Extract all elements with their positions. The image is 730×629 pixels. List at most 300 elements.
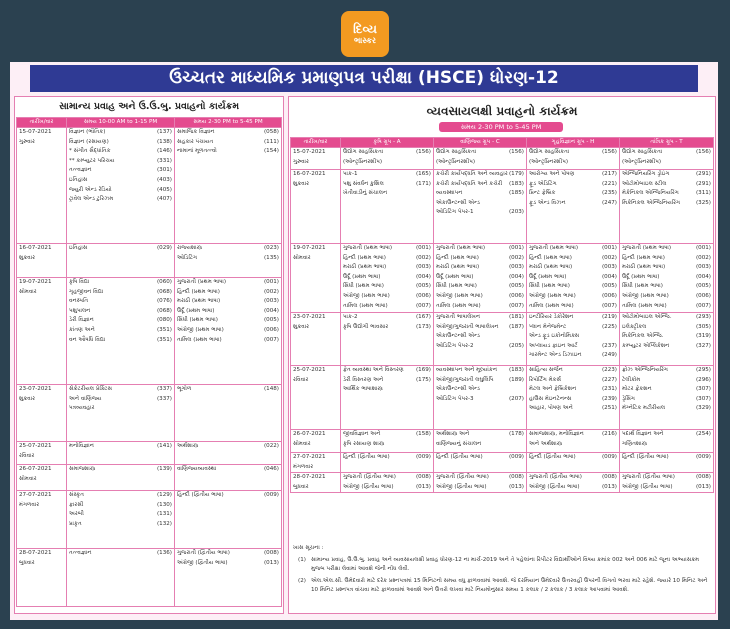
subject-code: (005) [601,283,617,290]
subject-cell [620,366,714,430]
subject-name: પાક-1 [343,171,358,177]
subject-item [343,292,431,302]
subject-code: (225) [601,323,617,330]
subject-code: (183) [508,367,524,373]
subject-code: (319) [695,333,711,340]
subject-name: ખેતીવાડીનું સંચાલન [343,190,388,197]
subject-name: * સંગીત સૈદ્ધાંતિક [69,148,111,155]
exam-day: ગુરુવાર [293,158,309,165]
subject-item [436,208,524,218]
subject-name: અરબી [69,511,84,518]
subject-item [177,147,279,157]
subject-cell [527,473,620,493]
subject-cell [434,244,527,313]
subject-item [343,313,431,323]
subject-item [343,263,431,273]
subject-item [343,282,431,292]
subject-code: (173) [415,323,431,330]
subject-name: સમાજશાસ્ત્ર, મનોવિજ્ઞાન [529,431,584,437]
subject-item [529,292,617,302]
subject-cell [341,473,434,493]
subject-name: અર્થશાસ્ત્ર [177,443,199,449]
subject-item [69,510,172,520]
exam-day: ગુરુવાર [19,138,35,145]
subject-name: મરાઠી (પ્રથમ ભાષા) [529,264,573,271]
subject-code: (235) [601,190,617,197]
subject-code: (004) [601,273,617,280]
subject-code: (009) [263,492,279,498]
subject-name: પ્રાકૃત [69,520,82,527]
subject-item [622,244,711,254]
subject-item [69,549,172,559]
general-stream-panel [14,96,284,614]
subject-code: (351) [156,336,172,343]
subject-name: ઓડિટિંગ પેપર-3 [436,395,474,402]
subject-item [622,292,711,302]
subject-item [69,336,172,346]
subject-name: હિન્દી (પ્રથમ ભાષા) [529,254,572,261]
subject-name: ગુજરાતી (દ્વિતીય ભાષા) [529,474,582,481]
subject-item [177,559,279,569]
subject-item [177,385,279,395]
subject-name: ગુજરાતી (દ્વિતીય ભાષા) [436,474,489,481]
subject-code: (329) [695,405,711,412]
subject-cell [434,473,527,493]
note-text: સામાન્ય પ્રવાહ, ઉ.ઉ.બુ. પ્રવાહ અને વ્યવસાયલક્ષી પ્રવાહ ધોરણ-12 ના માર્ચ-2019 અને તે પહેલાંના રિપીટર વિદ્યાર્થીઓને વિષય ક્રમાંક 002 અને 006 માટે જૂના અભ્યાસક્રમ મુજબ પરીક્ષા લેવામાં આવશે જેની નોંધ લેવી. [311,557,700,572]
subject-code: (331) [156,157,172,164]
subject-code: (301) [156,167,172,174]
subject-name: ભૂગોળ [177,386,192,392]
subject-cell [527,244,620,313]
subject-cell [67,491,175,549]
subject-name: મેટલ અને ફેબ્રિકેશન [529,386,577,393]
subject-name: ગુજરાતી (પ્રથમ ભાષા) [177,279,227,285]
date-cell [17,549,67,607]
subject-item [622,323,711,333]
subject-name: ટેલીકોમ [622,376,641,383]
subject-code: (068) [156,288,172,295]
subject-name: ઓટોમોબાઇલ એન્જિ. [622,314,672,320]
subject-name: તામિલ (પ્રથમ ભાષા) [177,336,222,343]
subject-item [343,180,431,190]
subject-name: પશુ સંવર્ધન કુશિલ [343,180,384,187]
subject-item [529,483,617,493]
subject-name: એન્ડ ફૂડ ઇકોનોમિક્સ [529,333,580,340]
subject-name: પદાર્થ વિજ્ઞાન અને [622,431,664,437]
subject-name: ફેત વ્યવસ્થા અને વિસ્તરણ [343,367,404,373]
subject-name: ડ્રેસિંગ [622,395,635,402]
subject-code: (013) [695,483,711,490]
subject-item [622,376,711,386]
subject-name: પાક-2 [343,314,358,320]
subject-code: (295) [695,367,711,373]
exam-day: સોમવાર [293,440,311,447]
subject-item [622,170,711,180]
subject-code: (216) [601,431,617,437]
subject-item [529,244,617,254]
subject-cell [527,430,620,453]
subject-code: (407) [156,196,172,203]
subject-name: એકાઉન્ટન્સી એન્ડ [436,333,480,340]
subject-item [69,244,172,254]
date-cell [291,366,341,430]
subject-item [436,292,524,302]
table-row [291,473,714,493]
subject-name: તામિલ (પ્રથમ ભાષા) [343,302,388,309]
table-row [17,442,282,465]
subject-item [529,199,617,209]
subject-name: કાંતણ અને [69,326,95,333]
subject-name: પત્રવ્યવહાર [69,405,95,412]
subject-item [436,244,524,254]
subject-name: અંગ્રેજી (પ્રથમ ભાષા) [436,292,483,299]
subject-item [436,180,524,190]
subject-name: સિંધી (પ્રથમ ભાષા) [436,283,477,290]
table-row [291,148,714,170]
date-cell [291,430,341,453]
subject-item [343,430,431,440]
subject-cell [620,453,714,473]
subject-item [436,395,524,405]
subject-item [69,128,172,138]
subject-name: અંગ્રેજી (દ્વિતીય ભાષા) [177,559,228,566]
subject-item [622,473,711,483]
subject-code: (137) [156,129,172,135]
subject-name: ઉર્દૂ (પ્રથમ ભાષા) [343,273,381,280]
subject-cell [341,170,434,244]
subject-cell [175,128,282,244]
subject-item [622,282,711,292]
subject-code: (009) [695,454,711,460]
subject-cell [67,385,175,442]
subject-cell [434,430,527,453]
subject-name: કમ્પ્યુટર એપ્લિકેશન [622,342,670,349]
subject-code: (296) [695,376,711,383]
subject-name: ગુજરાતી (દ્વિતીય ભાષા) [343,474,396,481]
subject-item [529,158,617,168]
date-cell [291,244,341,313]
subject-item [343,244,431,254]
subject-code: (001) [263,279,279,285]
subject-item [436,254,524,264]
exam-day: શુક્રવાર [19,254,36,261]
subject-name: ગુજરાતી ભાષાલેખન [436,314,481,320]
brand-logo [341,11,389,57]
date-cell [291,453,341,473]
subject-name: અંગ્રેજી/ગુજરાતી ભાષાલેખન [436,323,499,330]
subject-name: વાણિજ્યવ્યવસ્થા [177,466,217,472]
subject-item [436,440,524,450]
subject-item [343,366,431,376]
column-header: તાંત્રિક ગ્રૂપ - T [620,138,714,148]
subject-item [622,273,711,283]
subject-code: (002) [508,254,524,261]
subject-name: જીવવિજ્ઞાન અને [343,431,381,437]
subject-name: સંસ્કૃત [69,492,84,498]
subject-code: (337) [156,386,172,392]
subject-item [529,332,617,342]
subject-code: (008) [695,474,711,481]
subject-item [436,282,524,292]
subject-cell [175,491,282,549]
subject-item [177,128,279,138]
subject-code: (217) [601,171,617,177]
subject-code: (002) [415,254,431,261]
subject-code: (002) [263,288,279,295]
subject-code: (001) [601,245,617,251]
subject-code: (058) [263,129,279,135]
subject-code: (231) [601,386,617,393]
subject-item [436,453,524,463]
subject-cell [341,148,434,170]
subject-code: (005) [695,283,711,290]
subject-item [69,520,172,530]
time-badge: સમય 2-30 PM to 5-45 PM [439,122,563,132]
note-item [293,577,711,595]
subject-code: (327) [695,342,711,349]
page-title: ઉચ્ચતર માધ્યમિક પ્રમાણપત્ર પરીક્ષા (HSCE) ધોરણ-12 [30,65,698,92]
general-stream-table [16,117,282,607]
subject-code: (156) [508,149,524,155]
date-cell [291,148,341,170]
table-row [291,244,714,313]
subject-item [69,138,172,148]
subject-item [622,263,711,273]
subject-cell [527,453,620,473]
subject-item [177,307,279,317]
subject-item [69,195,172,205]
subject-item [343,440,431,450]
subject-code: (167) [415,314,431,320]
subject-cell [175,278,282,385]
subject-name: ઇતિહાસ [69,245,88,251]
subject-name: ઉદ્યોગ સાહસિકતા [622,149,663,155]
subject-code: (171) [415,180,431,187]
subject-cell [67,442,175,465]
subject-code: (013) [263,559,279,566]
subject-code: (006) [508,292,524,299]
subject-name: ઉદ્યોગ સાહસિકતા [343,149,384,155]
exam-date: 23-07-2021 [293,314,326,320]
subject-code: (179) [508,171,524,177]
exam-day: બુધવાર [293,483,309,490]
subject-item [529,473,617,483]
subject-name: ઓડિટિંગ પેપર-1 [436,209,474,216]
subject-item [529,440,617,450]
subject-code: (156) [601,149,617,155]
vocational-stream-panel [288,96,716,614]
subject-code: (178) [508,431,524,437]
subject-item [436,313,524,323]
subject-cell [67,465,175,491]
subject-item [622,430,711,440]
subject-item [622,199,711,209]
subject-code: (005) [263,317,279,324]
subject-name: હિન્દી (દ્વિતીય ભાષા) [177,492,224,498]
subject-cell [620,473,714,493]
subject-item [436,483,524,493]
subject-name: તત્ત્વજ્ઞાન [69,550,92,556]
subject-code: (138) [156,138,172,145]
subject-item [622,332,711,342]
subject-code: (239) [601,395,617,402]
table-row [17,549,282,607]
table-row [17,278,282,385]
subject-name: સિંધી (પ્રથમ ભાષા) [343,283,384,290]
subject-code: (169) [415,367,431,373]
logo-line-2: ભાસ્કર [353,36,377,45]
subject-code: (009) [508,454,524,460]
subject-code: (131) [156,511,172,518]
subject-name: વ્યવસ્થાપન [436,190,463,197]
subject-code: (247) [601,199,617,206]
subject-name: સમાજિક વિજ્ઞાન [177,129,215,135]
subject-code: (004) [415,273,431,280]
subject-item [343,170,431,180]
subject-cell [175,244,282,278]
subject-item [69,385,172,395]
subject-item [343,473,431,483]
subject-code: (146) [156,148,172,155]
subject-code: (003) [695,264,711,271]
date-cell [17,385,67,442]
subject-item [343,273,431,283]
subject-name: સાહિત્ય સર્જન [529,367,563,373]
subject-code: (141) [156,443,172,449]
subject-name: ગુજરાતી (પ્રથમ ભાષા) [529,245,579,251]
subject-cell [434,366,527,430]
subject-item [529,189,617,199]
subject-item [436,473,524,483]
subject-name: આર્થિક ભાષાશાસ્ત્ર [343,386,383,393]
subject-name: ટ્રાવેલ એન્ડ ટુરિઝમ [69,196,114,203]
subject-item [529,430,617,440]
subject-name: અંગ્રેજી (પ્રથમ ભાષા) [622,292,669,299]
exam-day: મંગળવાર [293,463,314,470]
subject-code: (156) [415,149,431,155]
subject-name: ઉર્દૂ (પ્રથમ ભાષા) [622,273,660,280]
subject-code: (405) [156,186,172,193]
subject-name: હિન્દી (દ્વિતીય ભાષા) [343,454,390,460]
subject-item [343,148,431,158]
subject-item [177,244,279,254]
subject-item [529,148,617,158]
subject-code: (003) [601,264,617,271]
table-row [17,244,282,278]
subject-item [622,302,711,312]
exam-date: 23-07-2021 [19,386,52,392]
subject-item [177,465,279,475]
subject-name: ઉદ્યોગ સાહસિકતા [436,149,477,155]
date-cell [291,473,341,493]
subject-name: (ઓન્ટ્રપ્રિનરશીપ) [622,158,662,165]
subject-item [343,189,431,199]
subject-name: હિન્દી (દ્વિતીય ભાષા) [436,454,483,460]
subject-code: (156) [695,149,711,155]
subject-name: ગુજરાતી (પ્રથમ ભાષા) [343,245,393,251]
subject-name: તત્ત્વજ્ઞાન [69,167,92,174]
subject-code: (013) [415,483,431,490]
subject-code: (175) [415,376,431,383]
subject-code: (325) [695,199,711,206]
subject-cell [434,453,527,473]
table-row [17,491,282,549]
date-cell [17,491,67,549]
subject-cell [434,148,527,170]
table-row [17,128,282,244]
subject-name: કચેરી કાર્યપદ્ધતિ અને કચેરી [436,180,503,187]
subject-name: મરાઠી (પ્રથમ ભાષા) [343,264,387,271]
subject-item [529,170,617,180]
subject-code: (022) [263,443,279,449]
subject-cell [67,244,175,278]
exam-date: 19-07-2021 [19,279,52,285]
subject-code: (003) [508,264,524,271]
exam-day: મંગળવાર [19,501,40,508]
subject-code: (009) [601,454,617,460]
subject-name: ઉર્દૂ (પ્રથમ ભાષા) [177,307,215,314]
subject-item [622,440,711,450]
subject-item [529,273,617,283]
exam-date: 19-07-2021 [293,245,326,251]
subject-item [529,282,617,292]
subject-cell [175,549,282,607]
subject-item [622,189,711,199]
subject-item [69,465,172,475]
subject-item [436,170,524,180]
subject-item [622,254,711,264]
subject-name: ઉર્દૂ (પ્રથમ ભાષા) [436,273,474,280]
subject-code: (136) [156,550,172,556]
subject-code: (002) [601,254,617,261]
subject-name: ગુજરાતી (દ્વિતીય ભાષા) [177,550,230,556]
exam-date: 25-07-2021 [19,443,52,449]
subject-name: મરાઠી (પ્રથમ ભાષા) [177,298,221,305]
vocational-stream-title: વ્યવસાયલક્ષી પ્રવાહનો કાર્યક્રમ [426,104,578,118]
subject-code: (185) [508,190,524,197]
table-row [291,453,714,473]
subject-name: (ઓન્ટ્રપ્રિનરશીપ) [343,158,383,165]
subject-code: (307) [695,395,711,402]
subject-name: ઉદ્યોગ સાહસિકતા [529,149,570,155]
date-cell [17,278,67,385]
subject-item [343,323,431,333]
exam-date: 25-07-2021 [293,367,326,373]
subject-name: (ઓન્ટ્રપ્રિનરશીપ) [529,158,569,165]
subject-cell [67,278,175,385]
exam-date: 16-07-2021 [19,245,52,251]
subject-item [343,302,431,312]
date-cell [17,465,67,491]
subject-item [529,313,617,323]
subject-name: તામિલ (પ્રથમ ભાષા) [529,302,574,309]
subject-name: અંગ્રેજી (પ્રથમ ભાષા) [177,326,224,333]
vocational-stream-table [290,137,714,493]
subject-item [177,288,279,298]
table-row [17,465,282,491]
subject-name: હિન્દી (પ્રથમ ભાષા) [436,254,479,261]
subject-code: (154) [263,148,279,155]
subject-name: આરોગ્ય અને પોષણ [529,171,575,177]
subject-item [177,254,279,264]
subject-name: અંગ્રેજી (દ્વિતીય ભાષા) [622,483,673,490]
column-header: તારીખ/વાર [291,138,341,148]
subject-name: વિજ્ઞાન (રસાયણ) [69,138,109,145]
subject-code: (008) [263,550,279,556]
subject-name: વન ઔષધિ વિદ્યા [69,336,106,343]
exam-day: સોમવાર [293,254,311,261]
subject-name: વાણિજ્યનું સંચાલન [436,440,482,447]
